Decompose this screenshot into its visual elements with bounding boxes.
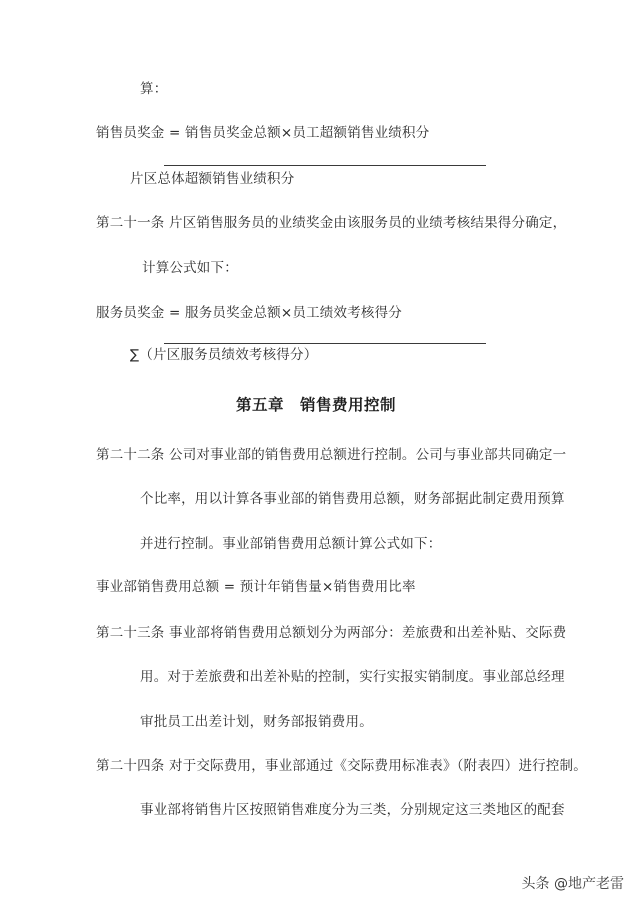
source-watermark: 头条 @地产老雷 [521,876,624,892]
text-line: 用。对于差旅费和出差补贴的控制，实行实报实销制度。事业部总经理 [140,669,565,685]
text-line: 算： [140,81,168,97]
text-line: 计算公式如下： [142,260,238,276]
fraction-bar [164,343,486,344]
formula-salesperson-bonus: 销售员奖金 = 销售员奖金总额×员工超额销售业绩积分 [96,125,430,141]
formula-denominator: ∑（片区服务员绩效考核得分） [130,347,318,363]
article-21: 第二十一条 片区销售服务员的业绩奖金由该服务员的业绩考核结果得分确定， [96,215,567,231]
article-22: 第二十二条 公司对事业部的销售费用总额进行控制。公司与事业部共同确定一 [96,447,567,463]
chapter-title: 第五章 销售费用控制 [236,396,397,414]
text-line: 审批员工出差计划，财务部报销费用。 [140,714,373,730]
formula-division-expense: 事业部销售费用总额 = 预计年销售量×销售费用比率 [96,579,416,595]
article-24: 第二十四条 对于交际费用，事业部通过《交际费用标准表》（附表四）进行控制。 [96,758,587,774]
text-line: 个比率，用以计算各事业部的销售费用总额，财务部据此制定费用预算 [140,491,565,507]
text-line: 事业部将销售片区按照销售难度分为三类，分别规定这三类地区的配套 [140,802,565,818]
formula-service-bonus: 服务员奖金 = 服务员奖金总额×员工绩效考核得分 [96,305,403,321]
formula-denominator: 片区总体超额销售业绩积分 [130,171,295,187]
text-line: 并进行控制。事业部销售费用总额计算公式如下： [140,536,442,552]
fraction-bar [164,165,486,166]
article-23: 第二十三条 事业部将销售费用总额划分为两部分：差旅费和出差补贴、交际费 [96,625,567,641]
